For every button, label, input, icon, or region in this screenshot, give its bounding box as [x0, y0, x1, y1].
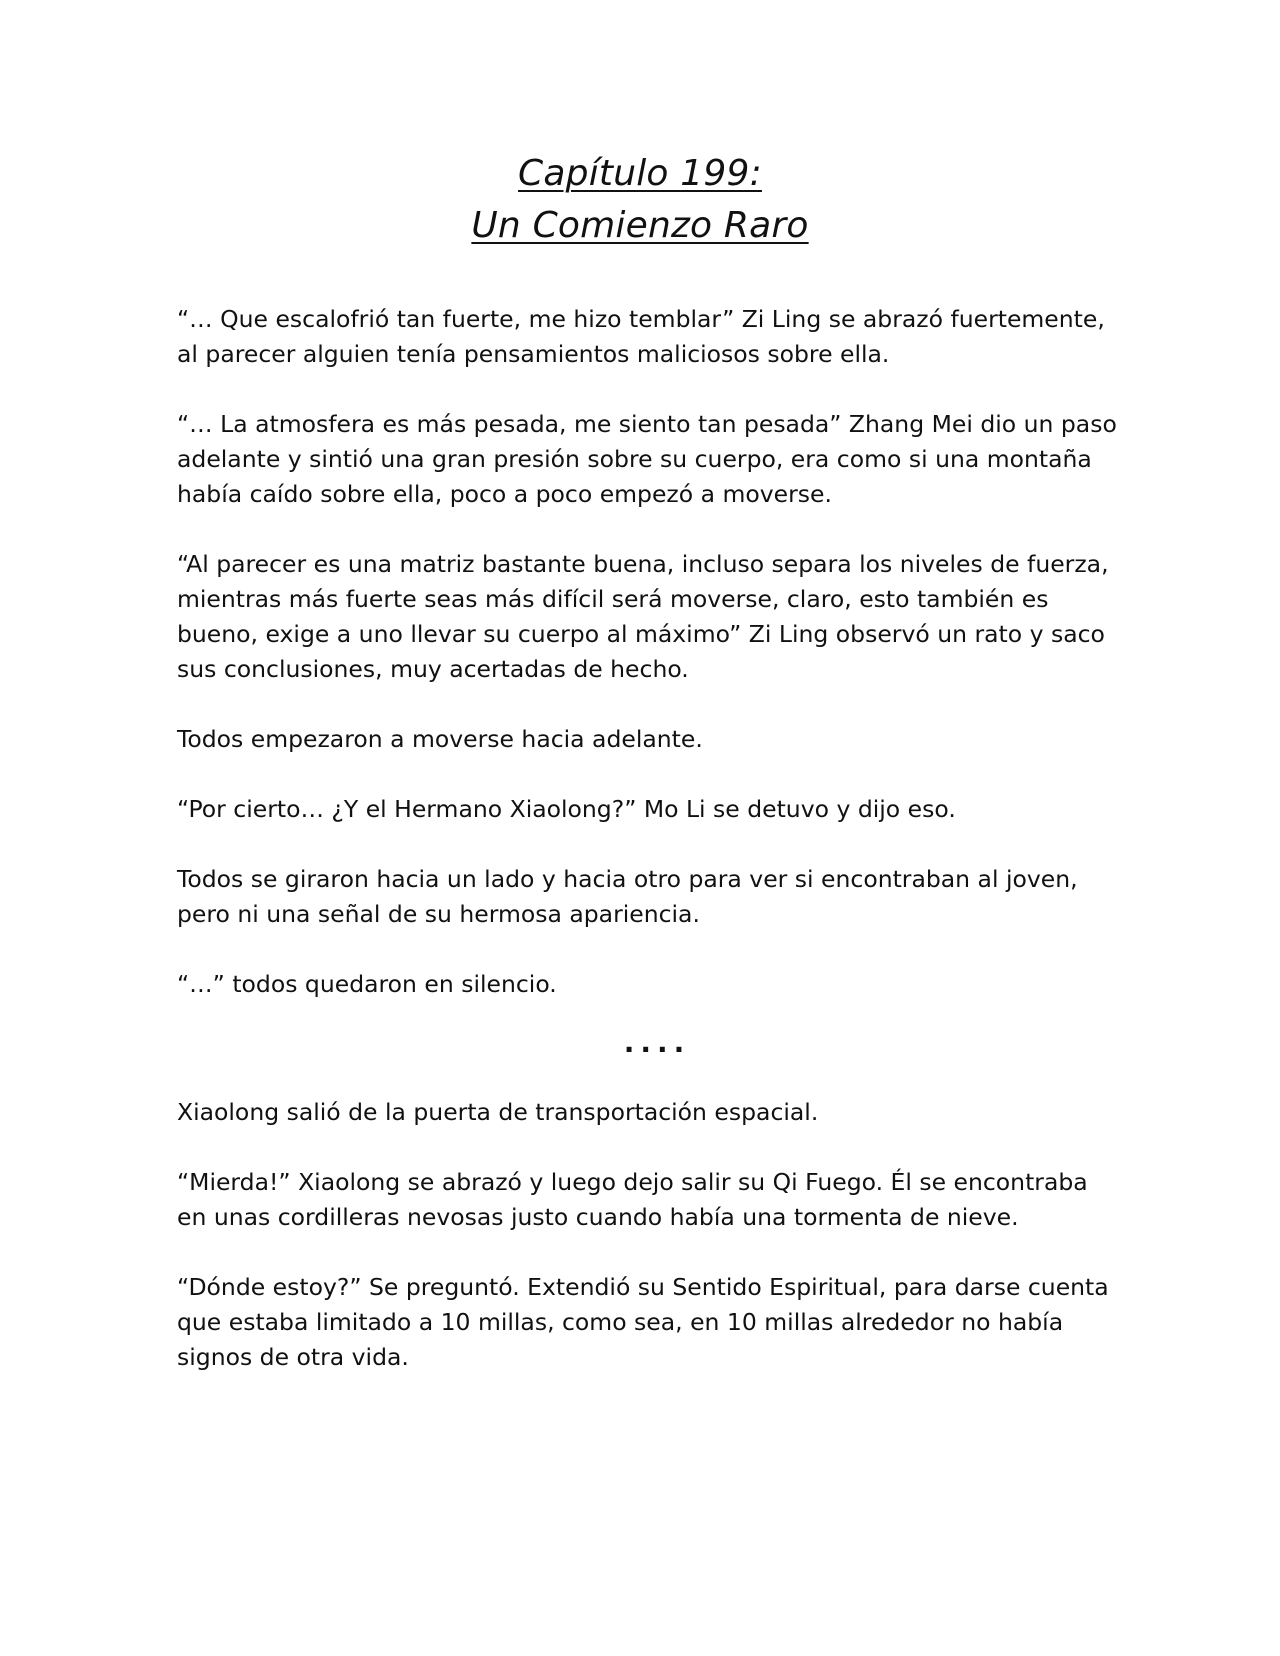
chapter-body [177, 302, 1117, 1410]
paragraph: “Mierda!” Xiaolong se abrazó y luego dejo salir su Qi Fuego. Él se encontraba en unas cordilleras nevosas justo cuando había una tormenta de nieve. [177, 1168, 1088, 1231]
paragraph: “Dónde estoy?” Se preguntó. Extendió su Sentido Espiritual, para darse cuenta que estaba limitado a 10 millas, como sea, en 10 millas alrededor no había signos de otra vida. [177, 1273, 1109, 1371]
paragraph: “… Que escalofrió tan fuerte, me hizo temblar” Zi Ling se abrazó fuertemente, al parecer alguien tenía pensamientos maliciosos sobre ella. [177, 305, 1105, 368]
paragraph: Xiaolong salió de la puerta de transportación espacial. [177, 1098, 819, 1126]
chapter-number-text: Capítulo 199: [518, 153, 762, 194]
chapter-number [0, 148, 1280, 200]
paragraph: “Al parecer es una matriz bastante buena, incluso separa los niveles de fuerza, mientras más fuerte seas más difícil será moverse, claro, esto también es bueno, exige a uno llevar su cuerpo al máximo” Zi Ling observó un rato y saco sus conclusiones, muy acertadas de hecho. [177, 550, 1109, 683]
paragraph: Todos se giraron hacia un lado y hacia otro para ver si encontraban al joven, pero ni una señal de su hermosa apariencia. [177, 865, 1078, 928]
scene-separator: .... [623, 1026, 691, 1059]
chapter-name [0, 200, 1280, 252]
paragraph: “Por cierto… ¿Y el Hermano Xiaolong?” Mo Li se detuvo y dijo eso. [177, 795, 956, 823]
paragraph: “… La atmosfera es más pesada, me siento tan pesada” Zhang Mei dio un paso adelante y sintió una gran presión sobre su cuerpo, era como si una montaña había caído sobre ella, poco a poco empezó a moverse. [177, 410, 1117, 508]
paragraph: Todos empezaron a moverse hacia adelante. [177, 725, 703, 753]
chapter-name-text: Un Comienzo Raro [471, 205, 809, 246]
chapter-title [0, 148, 1280, 252]
paragraph: “…” todos quedaron en silencio. [177, 970, 557, 998]
